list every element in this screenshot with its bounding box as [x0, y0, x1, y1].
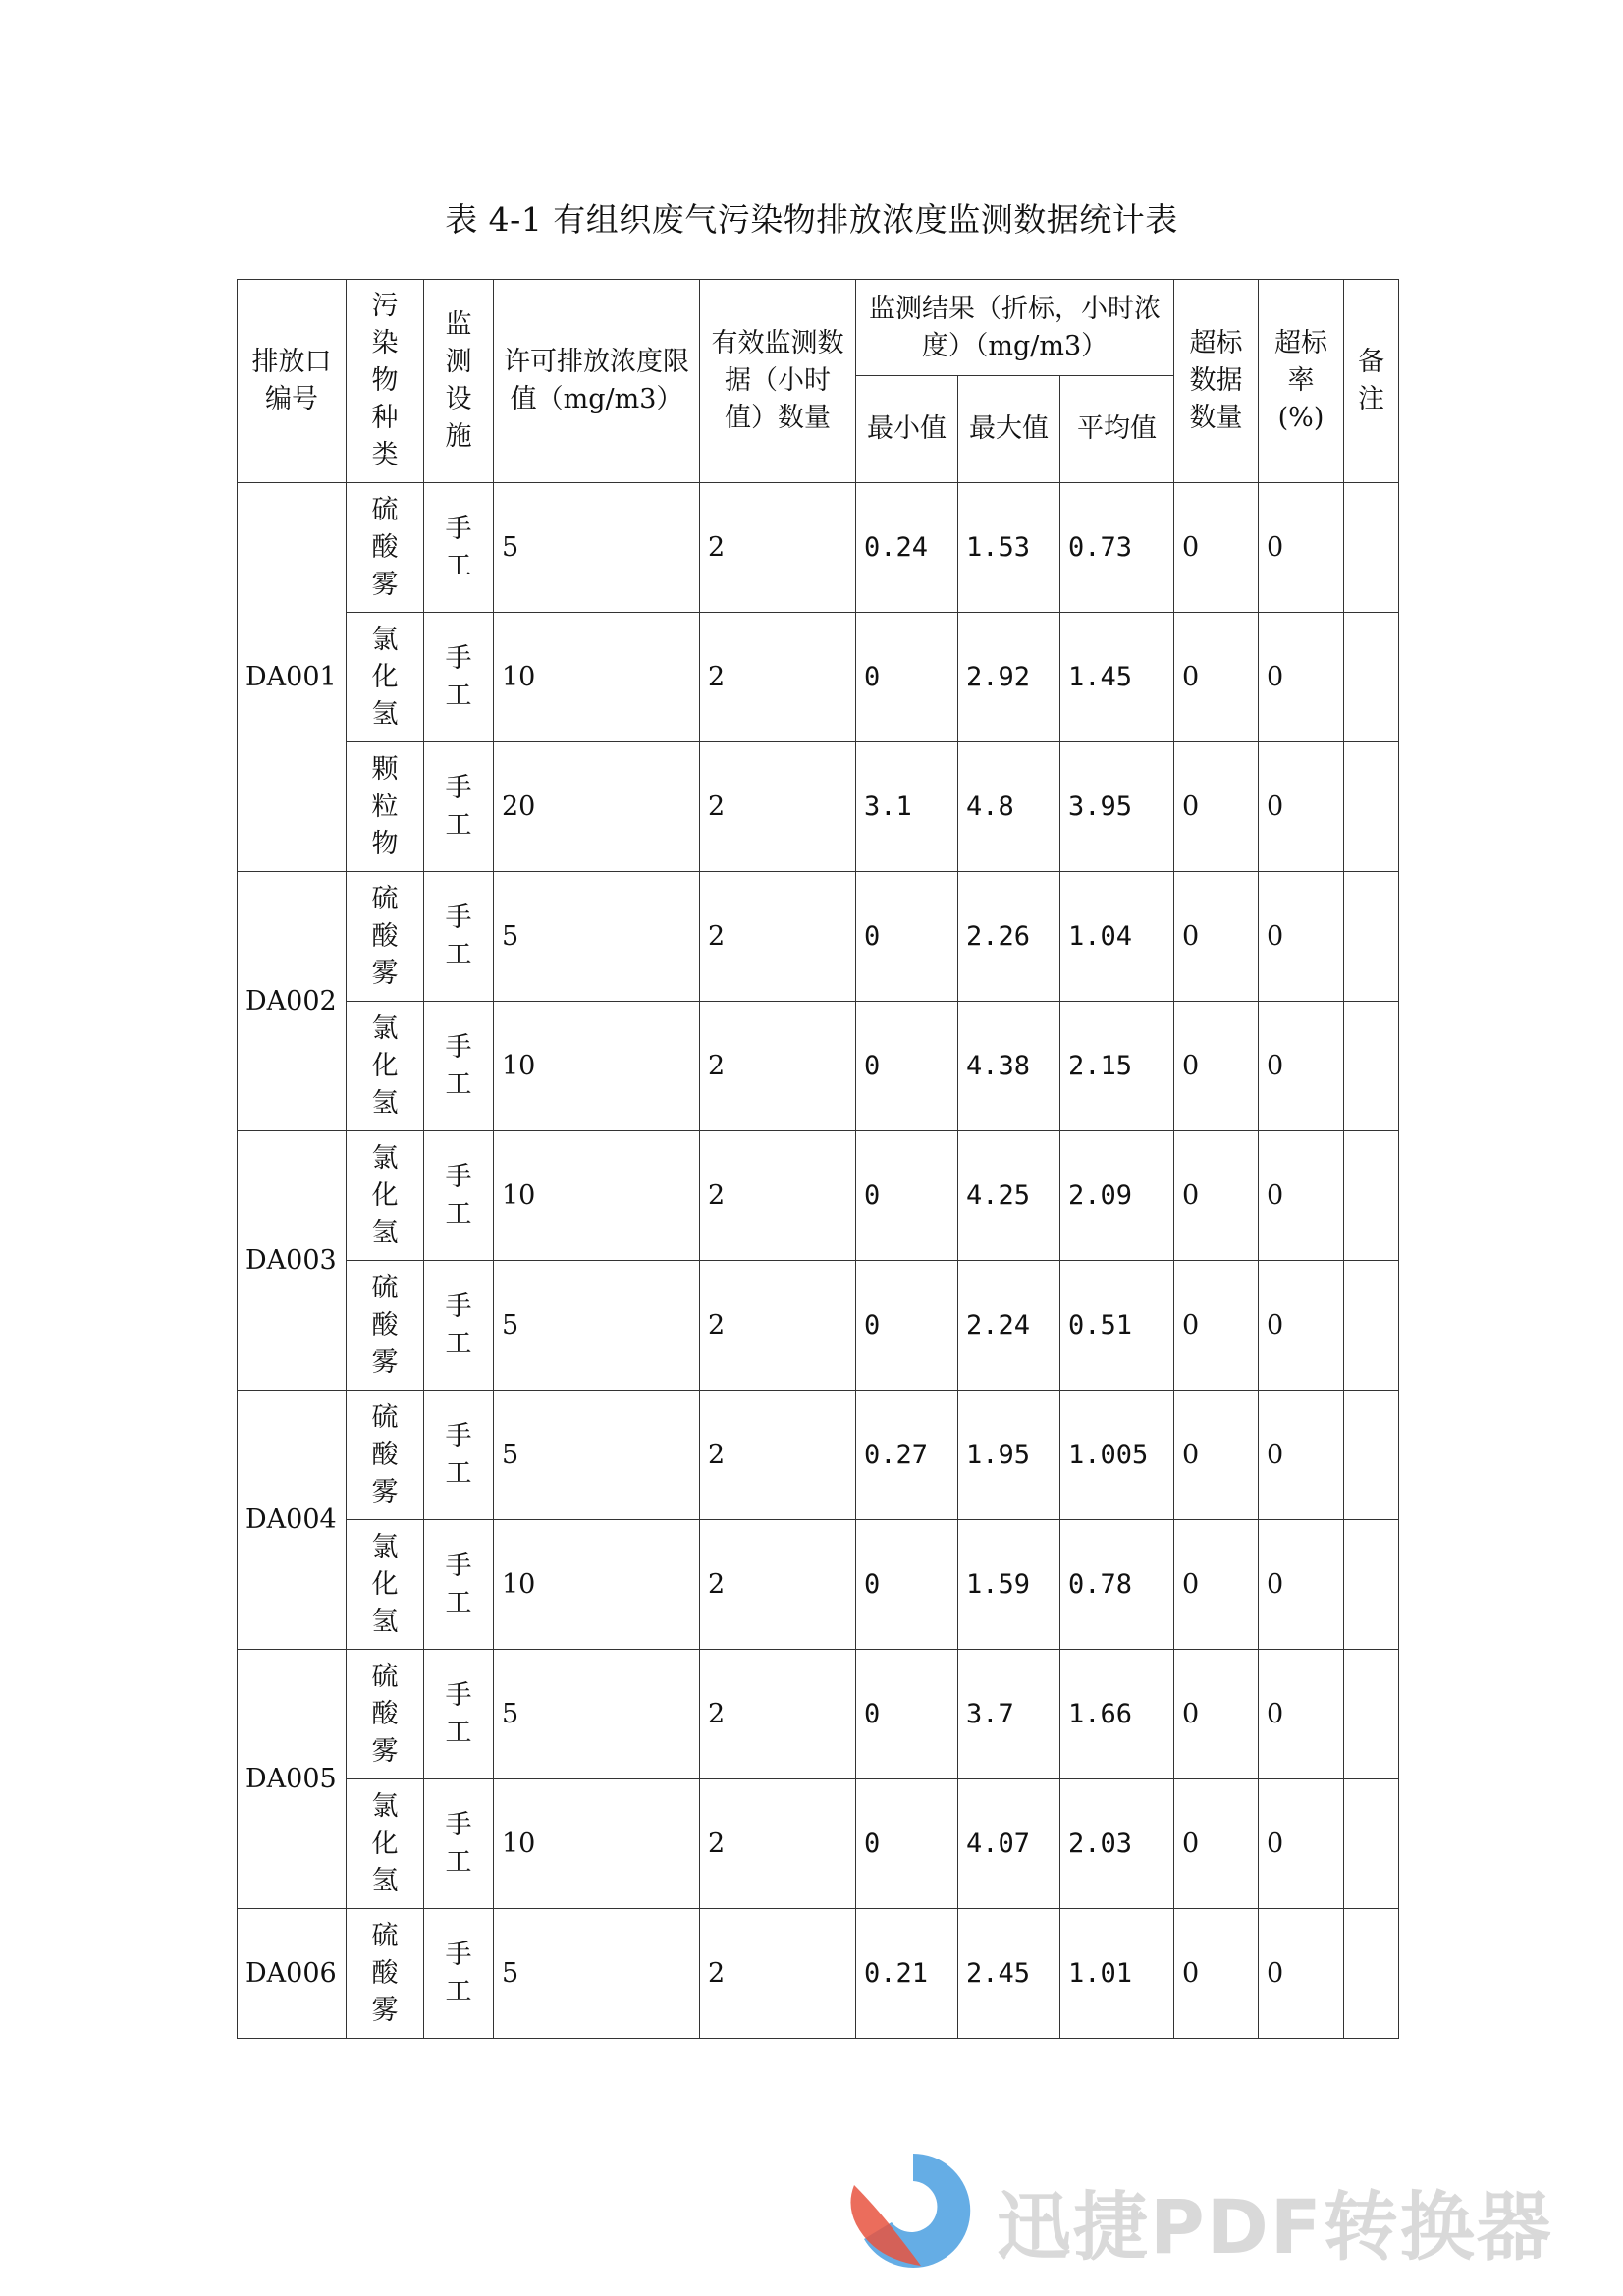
table-row — [238, 1779, 1399, 1909]
avg-cell: 0.51 — [1060, 1261, 1174, 1391]
count-cell: 2 — [700, 613, 856, 742]
min-cell: 0 — [856, 1131, 958, 1261]
outlet-cell: DA005 — [238, 1650, 347, 1909]
header-result-group: 监测结果（折标，小时浓度）（mg/m3） — [856, 280, 1174, 376]
count-cell: 2 — [700, 1909, 856, 2039]
exceed-count-cell: 0 — [1174, 742, 1259, 872]
avg-cell: 1.45 — [1060, 613, 1174, 742]
outlet-cell: DA004 — [238, 1391, 347, 1650]
limit-cell: 10 — [494, 613, 700, 742]
count-cell: 2 — [700, 1391, 856, 1520]
exceed-rate-cell: 0 — [1259, 1002, 1344, 1131]
table-row — [238, 613, 1399, 742]
exceed-count-cell: 0 — [1174, 1002, 1259, 1131]
max-cell: 3.7 — [958, 1650, 1060, 1779]
exceed-rate-cell: 0 — [1259, 1650, 1344, 1779]
remark-cell — [1344, 483, 1399, 613]
limit-cell: 10 — [494, 1520, 700, 1650]
table-row — [238, 872, 1399, 1002]
exceed-count-cell: 0 — [1174, 1261, 1259, 1391]
exceed-rate-cell: 0 — [1259, 613, 1344, 742]
pollutant-cell: 氯化氢 — [347, 1002, 424, 1131]
limit-cell: 10 — [494, 1131, 700, 1261]
pollutant-cell: 硫酸雾 — [347, 872, 424, 1002]
limit-cell: 10 — [494, 1779, 700, 1909]
remark-cell — [1344, 1261, 1399, 1391]
table-row — [238, 742, 1399, 872]
exceed-count-cell: 0 — [1174, 1520, 1259, 1650]
exceed-rate-cell: 0 — [1259, 742, 1344, 872]
remark-cell — [1344, 872, 1399, 1002]
remark-cell — [1344, 742, 1399, 872]
table-row — [238, 1909, 1399, 2039]
pollutant-cell: 硫酸雾 — [347, 1650, 424, 1779]
min-cell: 0 — [856, 1261, 958, 1391]
min-cell: 3.1 — [856, 742, 958, 872]
remark-cell — [1344, 1131, 1399, 1261]
count-cell: 2 — [700, 872, 856, 1002]
avg-cell: 2.03 — [1060, 1779, 1174, 1909]
pollutant-cell: 氯化氢 — [347, 613, 424, 742]
pollutant-cell: 硫酸雾 — [347, 1261, 424, 1391]
avg-cell: 1.66 — [1060, 1650, 1174, 1779]
header-outlet: 排放口编号 — [238, 280, 347, 483]
table-row — [238, 1391, 1399, 1520]
min-cell: 0 — [856, 1779, 958, 1909]
outlet-cell: DA001 — [238, 483, 347, 872]
count-cell: 2 — [700, 742, 856, 872]
facility-cell: 手工 — [424, 742, 494, 872]
table-row — [238, 1261, 1399, 1391]
pollutant-cell: 硫酸雾 — [347, 483, 424, 613]
pollutant-cell: 颗粒物 — [347, 742, 424, 872]
avg-cell: 1.04 — [1060, 872, 1174, 1002]
watermark-text: 迅捷PDF转换器 — [997, 2183, 1553, 2270]
exceed-count-cell: 0 — [1174, 1909, 1259, 2039]
exceed-count-cell: 0 — [1174, 1779, 1259, 1909]
table-title: 表 4-1 有组织废气污染物排放浓度监测数据统计表 — [445, 200, 1178, 239]
limit-cell: 10 — [494, 1002, 700, 1131]
max-cell: 4.8 — [958, 742, 1060, 872]
header-count: 有效监测数据（小时值）数量 — [700, 280, 856, 483]
header-pollutant: 污染物种类 — [347, 280, 424, 483]
max-cell: 2.26 — [958, 872, 1060, 1002]
limit-cell: 5 — [494, 1261, 700, 1391]
table-row — [238, 1131, 1399, 1261]
avg-cell: 1.005 — [1060, 1391, 1174, 1520]
facility-cell: 手工 — [424, 613, 494, 742]
count-cell: 2 — [700, 1520, 856, 1650]
max-cell: 4.07 — [958, 1779, 1060, 1909]
avg-cell: 3.95 — [1060, 742, 1174, 872]
outlet-cell: DA002 — [238, 872, 347, 1131]
avg-cell: 0.73 — [1060, 483, 1174, 613]
pdf-converter-logo-icon — [844, 2146, 982, 2273]
table-row — [238, 483, 1399, 613]
limit-cell: 5 — [494, 483, 700, 613]
max-cell: 1.59 — [958, 1520, 1060, 1650]
exceed-count-cell: 0 — [1174, 1391, 1259, 1520]
max-cell: 4.25 — [958, 1131, 1060, 1261]
watermark — [844, 2146, 1600, 2273]
remark-cell — [1344, 1002, 1399, 1131]
header-min: 最小值 — [856, 376, 958, 483]
exceed-rate-cell: 0 — [1259, 1391, 1344, 1520]
exceed-rate-cell: 0 — [1259, 1779, 1344, 1909]
pollutant-cell: 氯化氢 — [347, 1131, 424, 1261]
min-cell: 0 — [856, 872, 958, 1002]
max-cell: 2.45 — [958, 1909, 1060, 2039]
table-row — [238, 1520, 1399, 1650]
exceed-count-cell: 0 — [1174, 613, 1259, 742]
limit-cell: 5 — [494, 1650, 700, 1779]
exceed-rate-cell: 0 — [1259, 1261, 1344, 1391]
count-cell: 2 — [700, 483, 856, 613]
exceed-rate-cell: 0 — [1259, 1909, 1344, 2039]
exceed-rate-cell: 0 — [1259, 1520, 1344, 1650]
max-cell: 2.24 — [958, 1261, 1060, 1391]
facility-cell: 手工 — [424, 483, 494, 613]
exceed-rate-cell: 0 — [1259, 483, 1344, 613]
count-cell: 2 — [700, 1650, 856, 1779]
exceed-count-cell: 0 — [1174, 1131, 1259, 1261]
min-cell: 0.21 — [856, 1909, 958, 2039]
remark-cell — [1344, 1520, 1399, 1650]
facility-cell: 手工 — [424, 1779, 494, 1909]
header-exceed-count: 超标数据数量 — [1174, 280, 1259, 483]
max-cell: 2.92 — [958, 613, 1060, 742]
outlet-cell: DA003 — [238, 1131, 347, 1391]
facility-cell: 手工 — [424, 1520, 494, 1650]
header-max: 最大值 — [958, 376, 1060, 483]
max-cell: 4.38 — [958, 1002, 1060, 1131]
avg-cell: 1.01 — [1060, 1909, 1174, 2039]
pollutant-cell: 硫酸雾 — [347, 1391, 424, 1520]
remark-cell — [1344, 1909, 1399, 2039]
remark-cell — [1344, 613, 1399, 742]
avg-cell: 2.09 — [1060, 1131, 1174, 1261]
emission-data-table — [237, 279, 1399, 2039]
exceed-count-cell: 0 — [1174, 483, 1259, 613]
min-cell: 0 — [856, 613, 958, 742]
outlet-cell: DA006 — [238, 1909, 347, 2039]
limit-cell: 5 — [494, 872, 700, 1002]
max-cell: 1.53 — [958, 483, 1060, 613]
min-cell: 0.24 — [856, 483, 958, 613]
table-row — [238, 1002, 1399, 1131]
header-exceed-rate: 超标率(%) — [1259, 280, 1344, 483]
facility-cell: 手工 — [424, 1650, 494, 1779]
max-cell: 1.95 — [958, 1391, 1060, 1520]
avg-cell: 2.15 — [1060, 1002, 1174, 1131]
remark-cell — [1344, 1391, 1399, 1520]
min-cell: 0.27 — [856, 1391, 958, 1520]
count-cell: 2 — [700, 1261, 856, 1391]
limit-cell: 5 — [494, 1391, 700, 1520]
pollutant-cell: 氯化氢 — [347, 1779, 424, 1909]
min-cell: 0 — [856, 1520, 958, 1650]
exceed-count-cell: 0 — [1174, 1650, 1259, 1779]
remark-cell — [1344, 1779, 1399, 1909]
facility-cell: 手工 — [424, 1391, 494, 1520]
exceed-count-cell: 0 — [1174, 872, 1259, 1002]
limit-cell: 5 — [494, 1909, 700, 2039]
facility-cell: 手工 — [424, 1261, 494, 1391]
facility-cell: 手工 — [424, 1131, 494, 1261]
count-cell: 2 — [700, 1779, 856, 1909]
table-row — [238, 1650, 1399, 1779]
count-cell: 2 — [700, 1131, 856, 1261]
pollutant-cell: 硫酸雾 — [347, 1909, 424, 2039]
facility-cell: 手工 — [424, 1002, 494, 1131]
min-cell: 0 — [856, 1650, 958, 1779]
min-cell: 0 — [856, 1002, 958, 1131]
header-avg: 平均值 — [1060, 376, 1174, 483]
header-remark: 备注 — [1344, 280, 1399, 483]
count-cell: 2 — [700, 1002, 856, 1131]
exceed-rate-cell: 0 — [1259, 872, 1344, 1002]
header-facility: 监测设施 — [424, 280, 494, 483]
pollutant-cell: 氯化氢 — [347, 1520, 424, 1650]
header-limit: 许可排放浓度限值（mg/m3） — [494, 280, 700, 483]
remark-cell — [1344, 1650, 1399, 1779]
facility-cell: 手工 — [424, 872, 494, 1002]
facility-cell: 手工 — [424, 1909, 494, 2039]
exceed-rate-cell: 0 — [1259, 1131, 1344, 1261]
avg-cell: 0.78 — [1060, 1520, 1174, 1650]
table-body — [238, 483, 1399, 2039]
limit-cell: 20 — [494, 742, 700, 872]
